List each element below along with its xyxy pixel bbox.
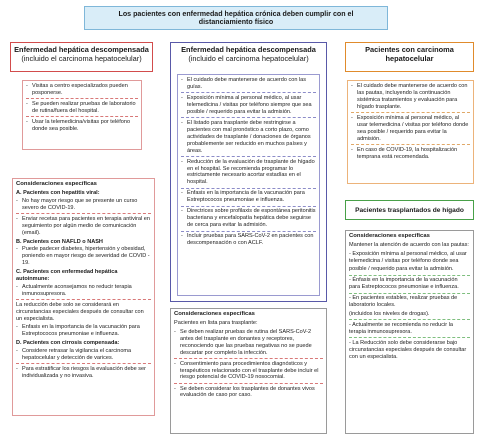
list-item: - Enfasis en la importancia de la vacunación para Estreptococos pneumoniae e influenza.	[16, 324, 151, 338]
section-intro: Pacientes en lista para trasplante:	[174, 319, 258, 326]
list-item: - Para estratificar los riesgos la evaluación debe ser individualizada y no invasiva.	[16, 366, 151, 380]
panel-descompensada-subheader: (incluido el carcinoma hepatocelular)	[188, 54, 309, 64]
list-item: - Se deben realizar pruebas de rutina del SARS-CoV-2 antes del trasplante en donantes y receptores, reconociendo que las pruebas negativas no se puede descartar por completo la infección.	[174, 329, 323, 359]
text-line: - La Reducción solo debe considerarse bajo circunstancias especiales después de consultar con un especialista.	[349, 339, 467, 360]
autoimmune-note: La reducción debe solo se considerará en circunstancias especiales después de consultar con un especialista.	[16, 301, 144, 322]
panel-trasplantados	[345, 200, 474, 220]
list-item: - Considere retrasar la vigilancia el carcinoma hepatocelular y detección de varices.	[16, 348, 151, 364]
panel-compensada-header: Enfermedad hepática descompensada	[14, 45, 149, 54]
section-intro: Mantener la atención de acuerdo con las pautas:	[349, 241, 469, 248]
panel-descompensada-header: Enfermedad hepática descompensada	[181, 45, 316, 54]
list-item: - Se pueden realizar pruebas de laboratorio de rutina/fuera del hospital.	[26, 101, 138, 117]
subsection-hepatitis: A. Pacientes con hepatitis viral:	[16, 189, 100, 196]
subsection-cirrhosis: D. Pacientes con cirrosis compensada:	[16, 340, 120, 347]
list-item: - En caso de COVID-19, la hospitalización temprana está recomendada.	[351, 147, 470, 161]
list-item: - Exposición mínima al personal médico, al usar telemedicina / visitas por teléfono donde sea posible / requerido para evitar la admisión.	[351, 115, 470, 145]
list-item: - Exposición mínima al personal médico, al usar telemedicina / visitas por teléfono siempre que sea posible / requerido para evitar la admisión.	[181, 95, 316, 118]
list-item: - Enviar recetas para pacientes en terapia antiviral en seguimiento por algún medio de comunicación (email).	[16, 216, 151, 237]
section-title: Consideraciones específicas	[174, 311, 255, 317]
list-item: - Visitas a centro especializados pueden posponerse.	[26, 83, 138, 99]
list-item: - Énfasis en la importancia de la vacunación para Estreptococos pneumoniae e influenza.	[181, 190, 316, 206]
list-item: - El cuidado debe mantenerse de acuerdo con las pautas, incluyendo la continuación sistémica tratamientos y evaluación para hígado trasplante.	[351, 83, 470, 113]
section-title: Consideraciones específicas	[349, 233, 430, 239]
text-line: (incluidos los niveles de drogas).	[349, 311, 470, 321]
text-line: - En pacientes estables, realizar pruebas de laboratorio locales.	[349, 295, 458, 309]
panel-carcinoma	[345, 42, 474, 72]
list-item: - Consentimiento para procedimientos diagnósticos y terapéuticos relacionado con el trasplante debe incluir el riesgo potencial de COVID-19 nosocomial.	[174, 361, 323, 384]
panel-trasplantados-header: Pacientes trasplantados de hígado	[355, 207, 464, 214]
descompensada-specific-box	[170, 308, 327, 434]
list-item: - Incluir pruebas para SARS-CoV-2 en pacientes con descompensación o con ACLF.	[181, 233, 316, 247]
compensada-general-box	[22, 80, 142, 150]
text-line: - Énfasis en la importancia de la vacunación para Estreptococos pneumoniae e influenza.	[349, 277, 470, 293]
list-item: - El listado para trasplante debe restringirse a pacientes con mal pronóstico a corto plazo, como actividades de trasplante / donaciones de órganos probablemente ser reducido en muchos países y áreas.	[181, 120, 316, 157]
list-item: - Reducción de la evaluación de trasplante de hígado en el hospital. Se recomienda programar lo estrictamente necesario acortar estadías en el hospital.	[181, 159, 316, 189]
text-line: - Exposición mínima al personal médico, al usar telemedicina / visitas por teléfono donde sea	[349, 250, 467, 264]
carcinoma-box	[347, 80, 474, 184]
list-item: - No hay mayor riesgo que se presente un curso severo de COVID-19.	[16, 198, 151, 214]
subsection-nafld: B. Pacientes con NAFLD o NASH	[16, 238, 103, 245]
list-item: - El cuidado debe mantenerse de acuerdo con las guías.	[181, 77, 316, 93]
section-title: Consideraciones específicas	[16, 181, 97, 187]
list-item: - Puede padecer diabetes, hipertensión y obesidad, poniendo en mayor riesgo de severidad de COVID - 19.	[16, 246, 151, 267]
text-line: - Actualmente se recomienda no reducir la terapia inmunosupresora.	[349, 322, 470, 338]
panel-compensada-subheader: (incluido el carcinoma hepatocelular)	[21, 54, 142, 64]
list-item: - Usar la telemedicina/visitas por teléfono donde sea posible.	[26, 119, 138, 133]
subsection-autoimmune: C. Pacientes con enfermedad hepática autoinmune:	[16, 269, 118, 283]
list-item: - Actualmente aconsejamos no reducir terapia inmunosupresora.	[16, 284, 151, 300]
panel-compensada	[10, 42, 153, 72]
diagram-title: Los pacientes con enfermedad hepática crónica deben cumplir con el distanciamiento físico	[84, 6, 388, 30]
compensada-specific-box	[12, 178, 155, 416]
list-item: - Directrices sobre profilaxis de espontánea peritonitis bacteriana y encefalopatía hepática debe seguirse de cerca para evitar la admisión.	[181, 208, 316, 231]
descompensada-general-box	[177, 74, 320, 296]
list-item: - Se deben considerar los trasplantes de donantes vivos evaluación de caso por caso.	[174, 386, 323, 400]
text-line: posible / requerido para evitar la admisión.	[349, 266, 470, 276]
trasplantados-box	[345, 230, 474, 434]
panel-carcinoma-header: Pacientes con carcinoma hepatocelular	[365, 45, 454, 64]
